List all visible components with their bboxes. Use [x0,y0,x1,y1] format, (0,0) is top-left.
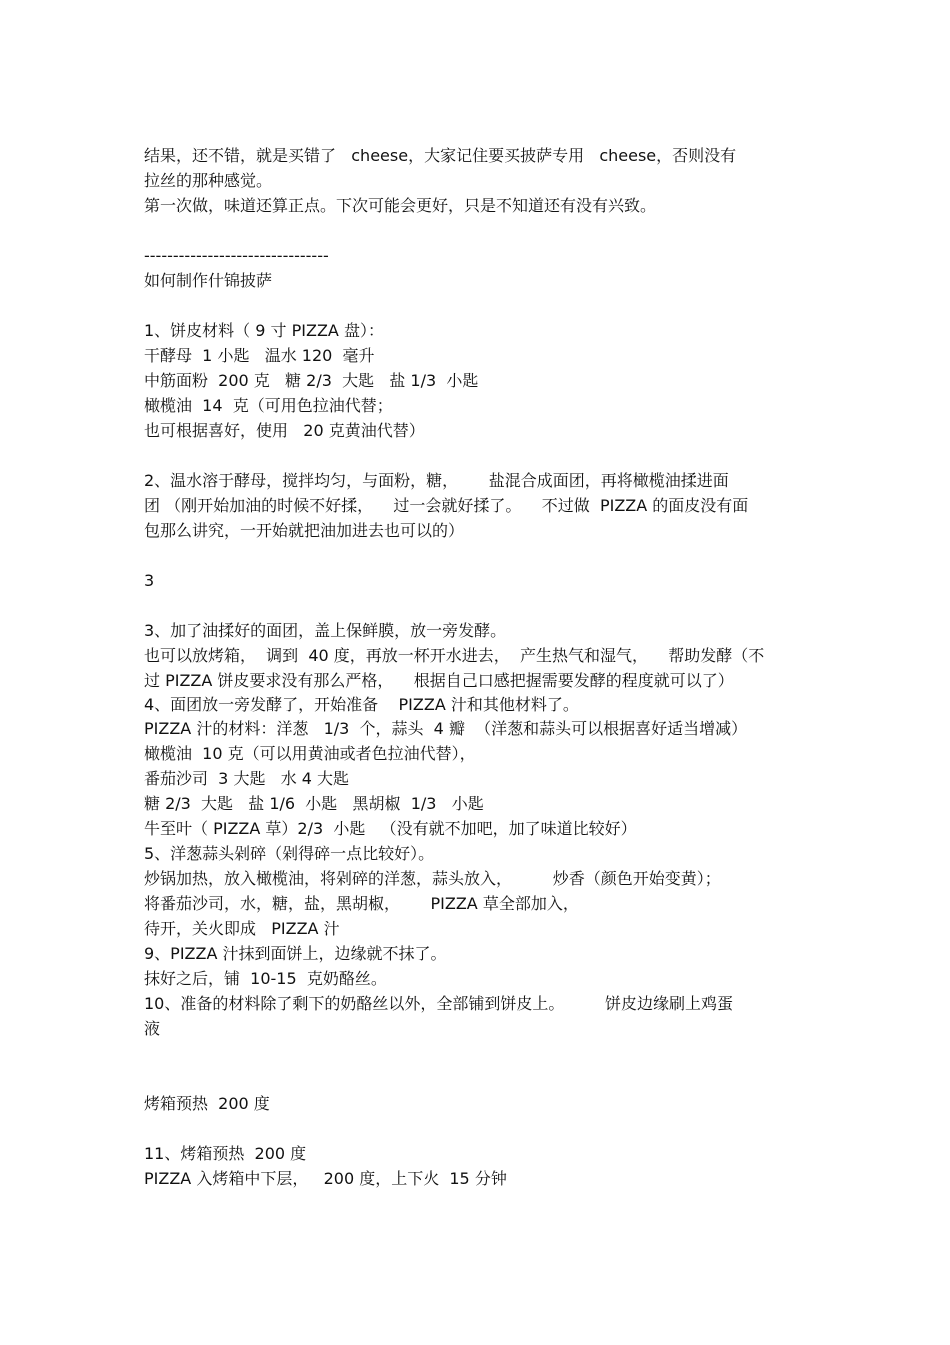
text-line: 过 PIZZA 饼皮要求没有那么严格， 根据自己口感把握需要发酵的程度就可以了） [144,671,734,690]
text-line: 中筋面粉 200 克 糖 2/3 大匙 盐 1/3 小匙 [144,371,479,390]
text-line: 包那么讲究，一开始就把油加进去也可以的） [144,521,465,540]
text-line: 第一次做，味道还算正点。下次可能会更好，只是不知道还有没有兴致。 [144,196,657,215]
text-line: 团 （刚开始加油的时候不好揉， 过一会就好揉了。 不过做 PIZZA 的面皮没有面 [144,496,749,515]
text-line: 牛至叶（ PIZZA 草）2/3 小匙 （没有就不加吧，加了味道比较好） [144,819,637,838]
text-line: 9、PIZZA 汁抹到面饼上，边缘就不抹了。 [144,944,447,963]
text-line: 抹好之后，铺 10-15 克奶酪丝。 [144,969,387,988]
text-line: PIZZA 汁的材料：洋葱 1/3 个，蒜头 4 瓣 （洋葱和蒜头可以根据喜好适当增减） [144,719,748,738]
text-line: 橄榄油 10 克（可以用黄油或者色拉油代替）， [144,744,476,763]
text-line: 11、烤箱预热 200 度 [144,1144,307,1163]
text-line: 10、准备的材料除了剩下的奶酪丝以外，全部铺到饼皮上。 饼皮边缘刷上鸡蛋 [144,994,734,1013]
text-line: 1、饼皮材料（ 9 寸 PIZZA 盘）： [144,321,384,340]
text-line: 液 [144,1019,161,1038]
text-line: 糖 2/3 大匙 盐 1/6 小匙 黑胡椒 1/3 小匙 [144,794,484,813]
text-line: 也可根据喜好，使用 20 克黄油代替） [144,421,425,440]
text-line: 4、面团放一旁发酵了，开始准备 PIZZA 汁和其他材料了。 [144,695,579,714]
text-line: 待开，关火即成 PIZZA 汁 [144,919,340,938]
text-line: 将番茄沙司，水，糖，盐，黑胡椒， PIZZA 草全部加入， [144,894,579,913]
separator-line: -------------------------------- [144,246,329,265]
text-line: 番茄沙司 3 大匙 水 4 大匙 [144,769,350,788]
text-line: 2、温水溶于酵母，搅拌均匀，与面粉，糖， 盐混合成面团，再将橄榄油揉进面 [144,471,729,490]
text-line: 3、加了油揉好的面团，盖上保鲜膜，放一旁发酵。 [144,621,507,640]
text-line: 5、洋葱蒜头剁碎（剁得碎一点比较好）。 [144,844,435,863]
text-line: 拉丝的那种感觉。 [144,171,273,190]
text-line: 3 [144,571,155,590]
text-line: PIZZA 入烤箱中下层， 200 度，上下火 15 分钟 [144,1169,507,1188]
section-title: 如何制作什锦披萨 [144,271,273,290]
text-line: 结果，还不错，就是买错了 cheese，大家记住要买披萨专用 cheese，否则没有 [144,146,737,165]
text-line: 橄榄油 14 克（可用色拉油代替； [144,396,393,415]
text-line: 也可以放烤箱， 调到 40 度，再放一杯开水进去， 产生热气和湿气， 帮助发酵（不 [144,646,765,665]
text-line: 干酵母 1 小匙 温水 120 毫升 [144,346,375,365]
text-line: 炒锅加热，放入橄榄油，将剁碎的洋葱，蒜头放入， 炒香（颜色开始变黄）； [144,869,721,888]
text-line: 烤箱预热 200 度 [144,1094,270,1113]
